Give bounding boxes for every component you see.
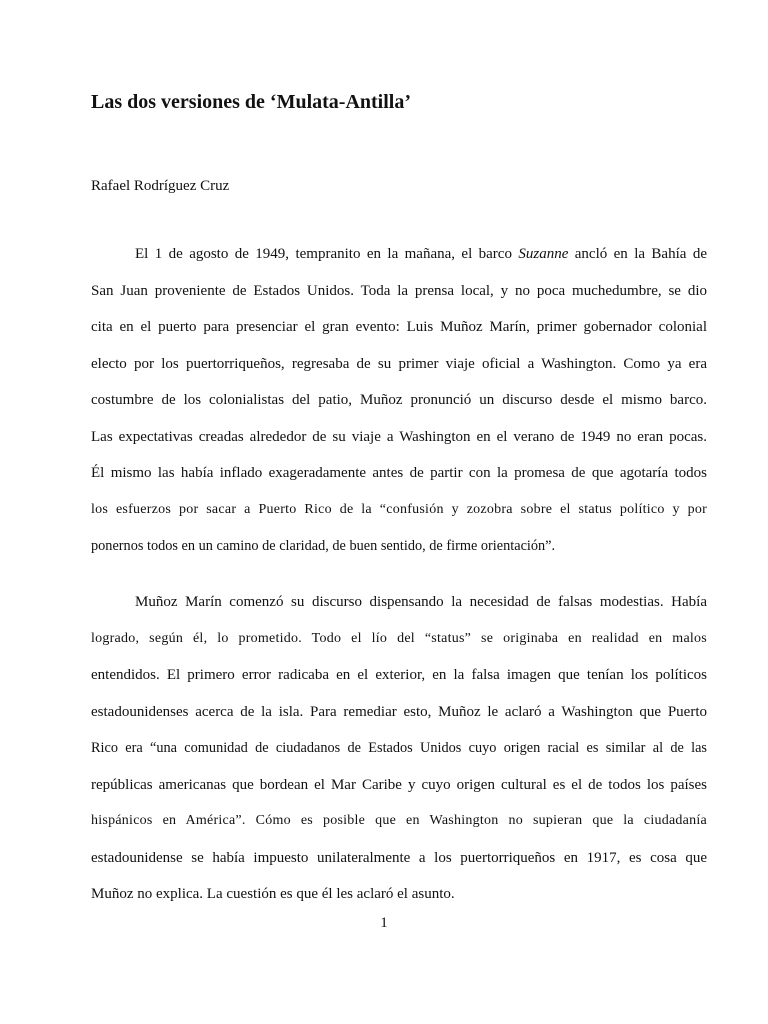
paragraph-line: entendidos. El primero error radicaba en el exterior, en la falsa imagen que tenían los políticos bbox=[91, 667, 707, 683]
paragraph-line: electo por los puertorriqueños, regresaba de su primer viaje oficial a Washington. Como ya era bbox=[91, 355, 707, 372]
paragraph-line: Él mismo las había inflado exageradamente antes de partir con la promesa de que agotaría todos bbox=[91, 465, 707, 481]
line-text: ancló en la Bahía de bbox=[568, 246, 707, 262]
paragraph-line: estadounidenses acerca de la isla. Para remediar esto, Muñoz le aclaró a Washington que Puerto bbox=[91, 703, 707, 720]
paragraph-line: Rico era “una comunidad de ciudadanos de Estados Unidos cuyo origen racial es similar al de las bbox=[91, 740, 707, 756]
paragraph-line: hispánicos en América”. Cómo es posible que en Washington no supieran que la ciudadanía bbox=[91, 813, 707, 828]
paragraph-line: cita en el puerto para presenciar el gran evento: Luis Muñoz Marín, primer gobernador colonial bbox=[91, 319, 707, 335]
paragraph-line: costumbre de los colonialistas del patio, Muñoz pronunció un discurso desde el mismo barco. bbox=[91, 392, 707, 408]
paragraph-line: Muñoz no explica. La cuestión es que él les aclaró el asunto. bbox=[91, 886, 455, 902]
page-number: 1 bbox=[380, 915, 388, 931]
ship-name: Suzanne bbox=[518, 246, 569, 262]
line-text: El 1 de agosto de 1949, tempranito en la mañana, el barco bbox=[135, 246, 519, 262]
document-title: Las dos versiones de ‘Mulata-Antilla’ bbox=[91, 91, 411, 113]
paragraph-line: ponernos todos en un camino de claridad, de buen sentido, de firme orientación”. bbox=[91, 538, 556, 554]
paragraph-line: logrado, según él, lo prometido. Todo el lío del “status” se originaba en realidad en malos bbox=[91, 630, 707, 646]
paragraph-2 bbox=[91, 584, 707, 913]
paragraph-line: los esfuerzos por sacar a Puerto Rico de la “confusión y zozobra sobre el status político y por bbox=[91, 501, 707, 517]
paragraph-line bbox=[91, 236, 707, 273]
paragraph-1 bbox=[91, 236, 707, 565]
paragraph-line: San Juan proveniente de Estados Unidos. Toda la prensa local, y no poca muchedumbre, se dio bbox=[91, 282, 707, 299]
paragraph-line: Las expectativas creadas alrededor de su viaje a Washington en el verano de 1949 no eran pocas. bbox=[91, 428, 707, 445]
paragraph-line: estadounidense se había impuesto unilateralmente a los puertorriqueños en 1917, es cosa que bbox=[91, 849, 707, 866]
paragraph-line: repúblicas americanas que bordean el Mar Caribe y cuyo origen cultural es el de todos los países bbox=[91, 776, 707, 793]
author-name: Rafael Rodríguez Cruz bbox=[91, 178, 230, 194]
paragraph-line: Muñoz Marín comenzó su discurso dispensando la necesidad de falsas modestias. Había bbox=[135, 594, 707, 610]
